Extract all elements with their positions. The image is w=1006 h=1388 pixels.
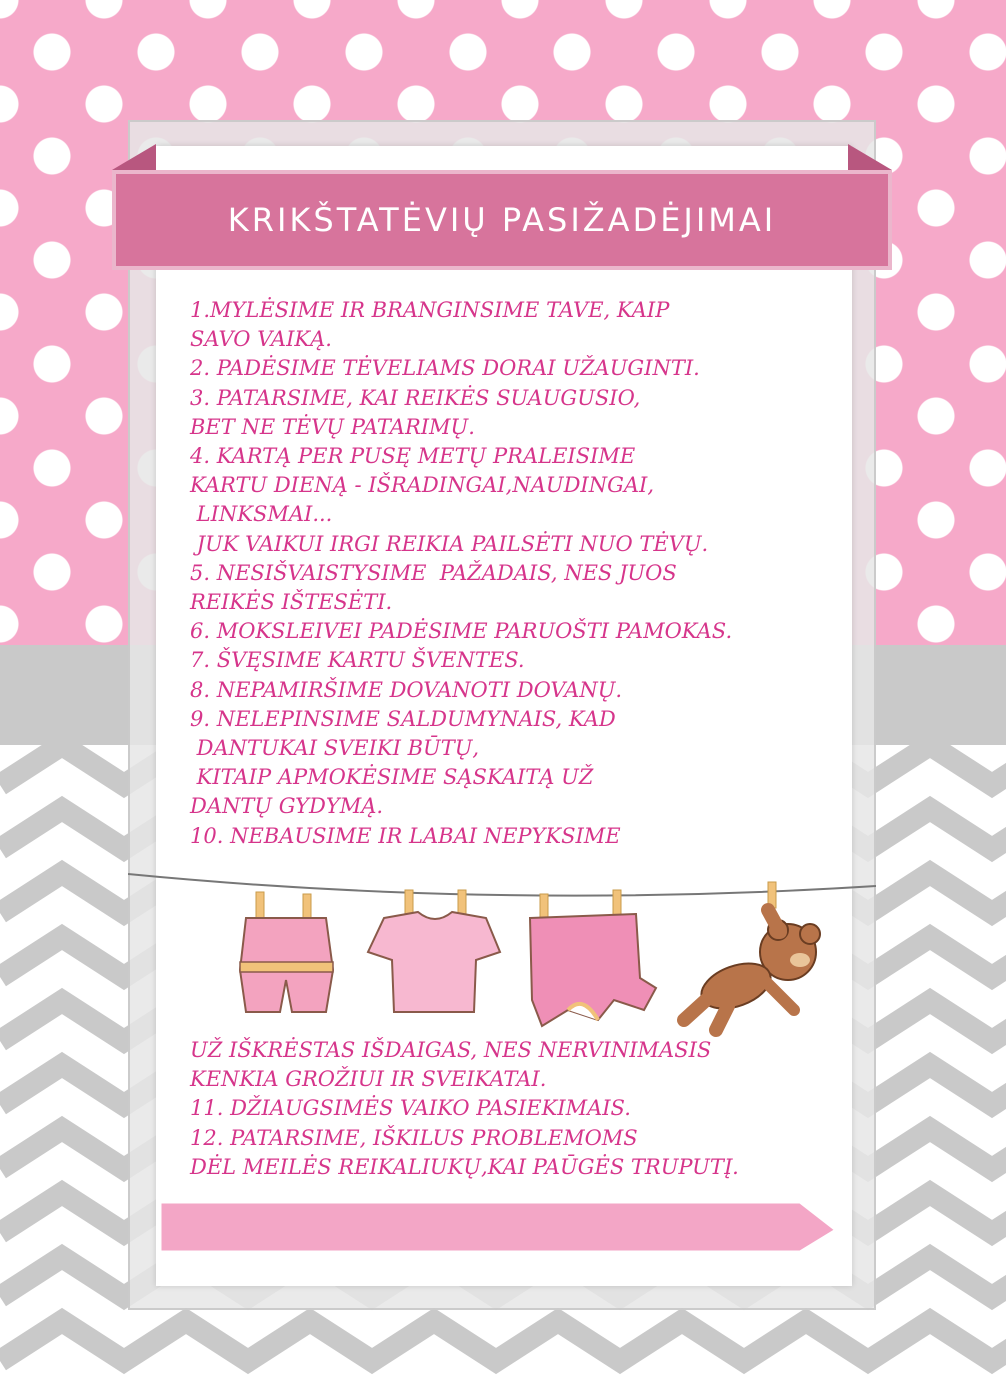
- promise-line: 10. NEBAUSIME IR LABAI NEPYKSIME: [190, 823, 621, 848]
- promise-line: KARTU DIENĄ - IŠRADINGAI,NAUDINGAI,: [190, 473, 655, 498]
- page-title: KRIKŠTATĖVIŲ PASIŽADĖJIMAI: [227, 201, 777, 239]
- promise-line: 6. MOKSLEIVEI PADĖSIME PARUOŠTI PAMOKAS.: [190, 619, 733, 644]
- promises-list: [190, 296, 830, 851]
- banner-fold-left: [112, 144, 156, 170]
- promise-line: 8. NEPAMIRŠIME DOVANOTI DOVANŲ.: [190, 677, 623, 702]
- promise-line: 3. PATARSIME, KAI REIKĖS SUAUGUSIO,: [190, 385, 641, 410]
- clothesline-illustration: [128, 860, 876, 1040]
- promise-line: JUK VAIKUI IRGI REIKIA PAILSĖTI NUO TĖVŲ.: [190, 531, 709, 556]
- promise-line: KENKIA GROŽIUI IR SVEIKATAI.: [190, 1067, 547, 1092]
- promise-line: 5. NESIŠVAISTYSIME PAŽADAIS, NES JUOS: [190, 560, 677, 585]
- promise-line: DĖL MEILĖS REIKALIUKŲ,KAI PAŪGĖS TRUPUTĮ.: [190, 1154, 739, 1179]
- promise-line: 7. ŠVĘSIME KARTU ŠVENTES.: [190, 648, 525, 673]
- promise-line: SAVO VAIKĄ.: [190, 327, 332, 352]
- promise-line: 12. PATARSIME, IŠKILUS PROBLEMOMS: [190, 1125, 638, 1150]
- promise-line: 2. PADĖSIME TĖVELIAMS DORAI UŽAUGINTI.: [190, 356, 700, 381]
- promise-line: LINKSMAI...: [190, 502, 333, 527]
- promise-line: 4. KARTĄ PER PUSĘ METŲ PRALEISIME: [190, 444, 636, 469]
- promise-line: 11. DŽIAUGSIMĖS VAIKO PASIEKIMAIS.: [190, 1096, 631, 1121]
- promises-list-continued: [190, 1036, 830, 1182]
- promise-line: 9. NELEPINSIME SALDUMYNAIS, KAD: [190, 706, 616, 731]
- promise-line: DANTŲ GYDYMĄ.: [190, 794, 384, 819]
- promise-line: REIKĖS IŠTESĖTI.: [190, 590, 393, 615]
- banner-fold-right: [848, 144, 892, 170]
- promise-line: 1.MYLĖSIME IR BRANGINSIME TAVE, KAIP: [190, 298, 670, 322]
- promise-line: UŽ IŠKRĖSTAS IŠDAIGAS, NES NERVINIMASIS: [190, 1038, 712, 1062]
- teddy-bear-icon: [684, 882, 820, 1030]
- romper-icon: [240, 892, 333, 1012]
- footer-ribbon: [160, 1196, 840, 1256]
- title-banner: [112, 170, 892, 270]
- promise-line: DANTUKAI SVEIKI BŪTŲ,: [190, 736, 480, 761]
- clothesline-rope: [128, 874, 876, 896]
- promise-line: KITAIP APMOKĖSIME SĄSKAITĄ UŽ: [190, 765, 594, 790]
- pants-icon: [530, 890, 656, 1026]
- tshirt-icon: [368, 890, 500, 1012]
- promise-line: BET NE TĖVŲ PATARIMŲ.: [190, 414, 475, 439]
